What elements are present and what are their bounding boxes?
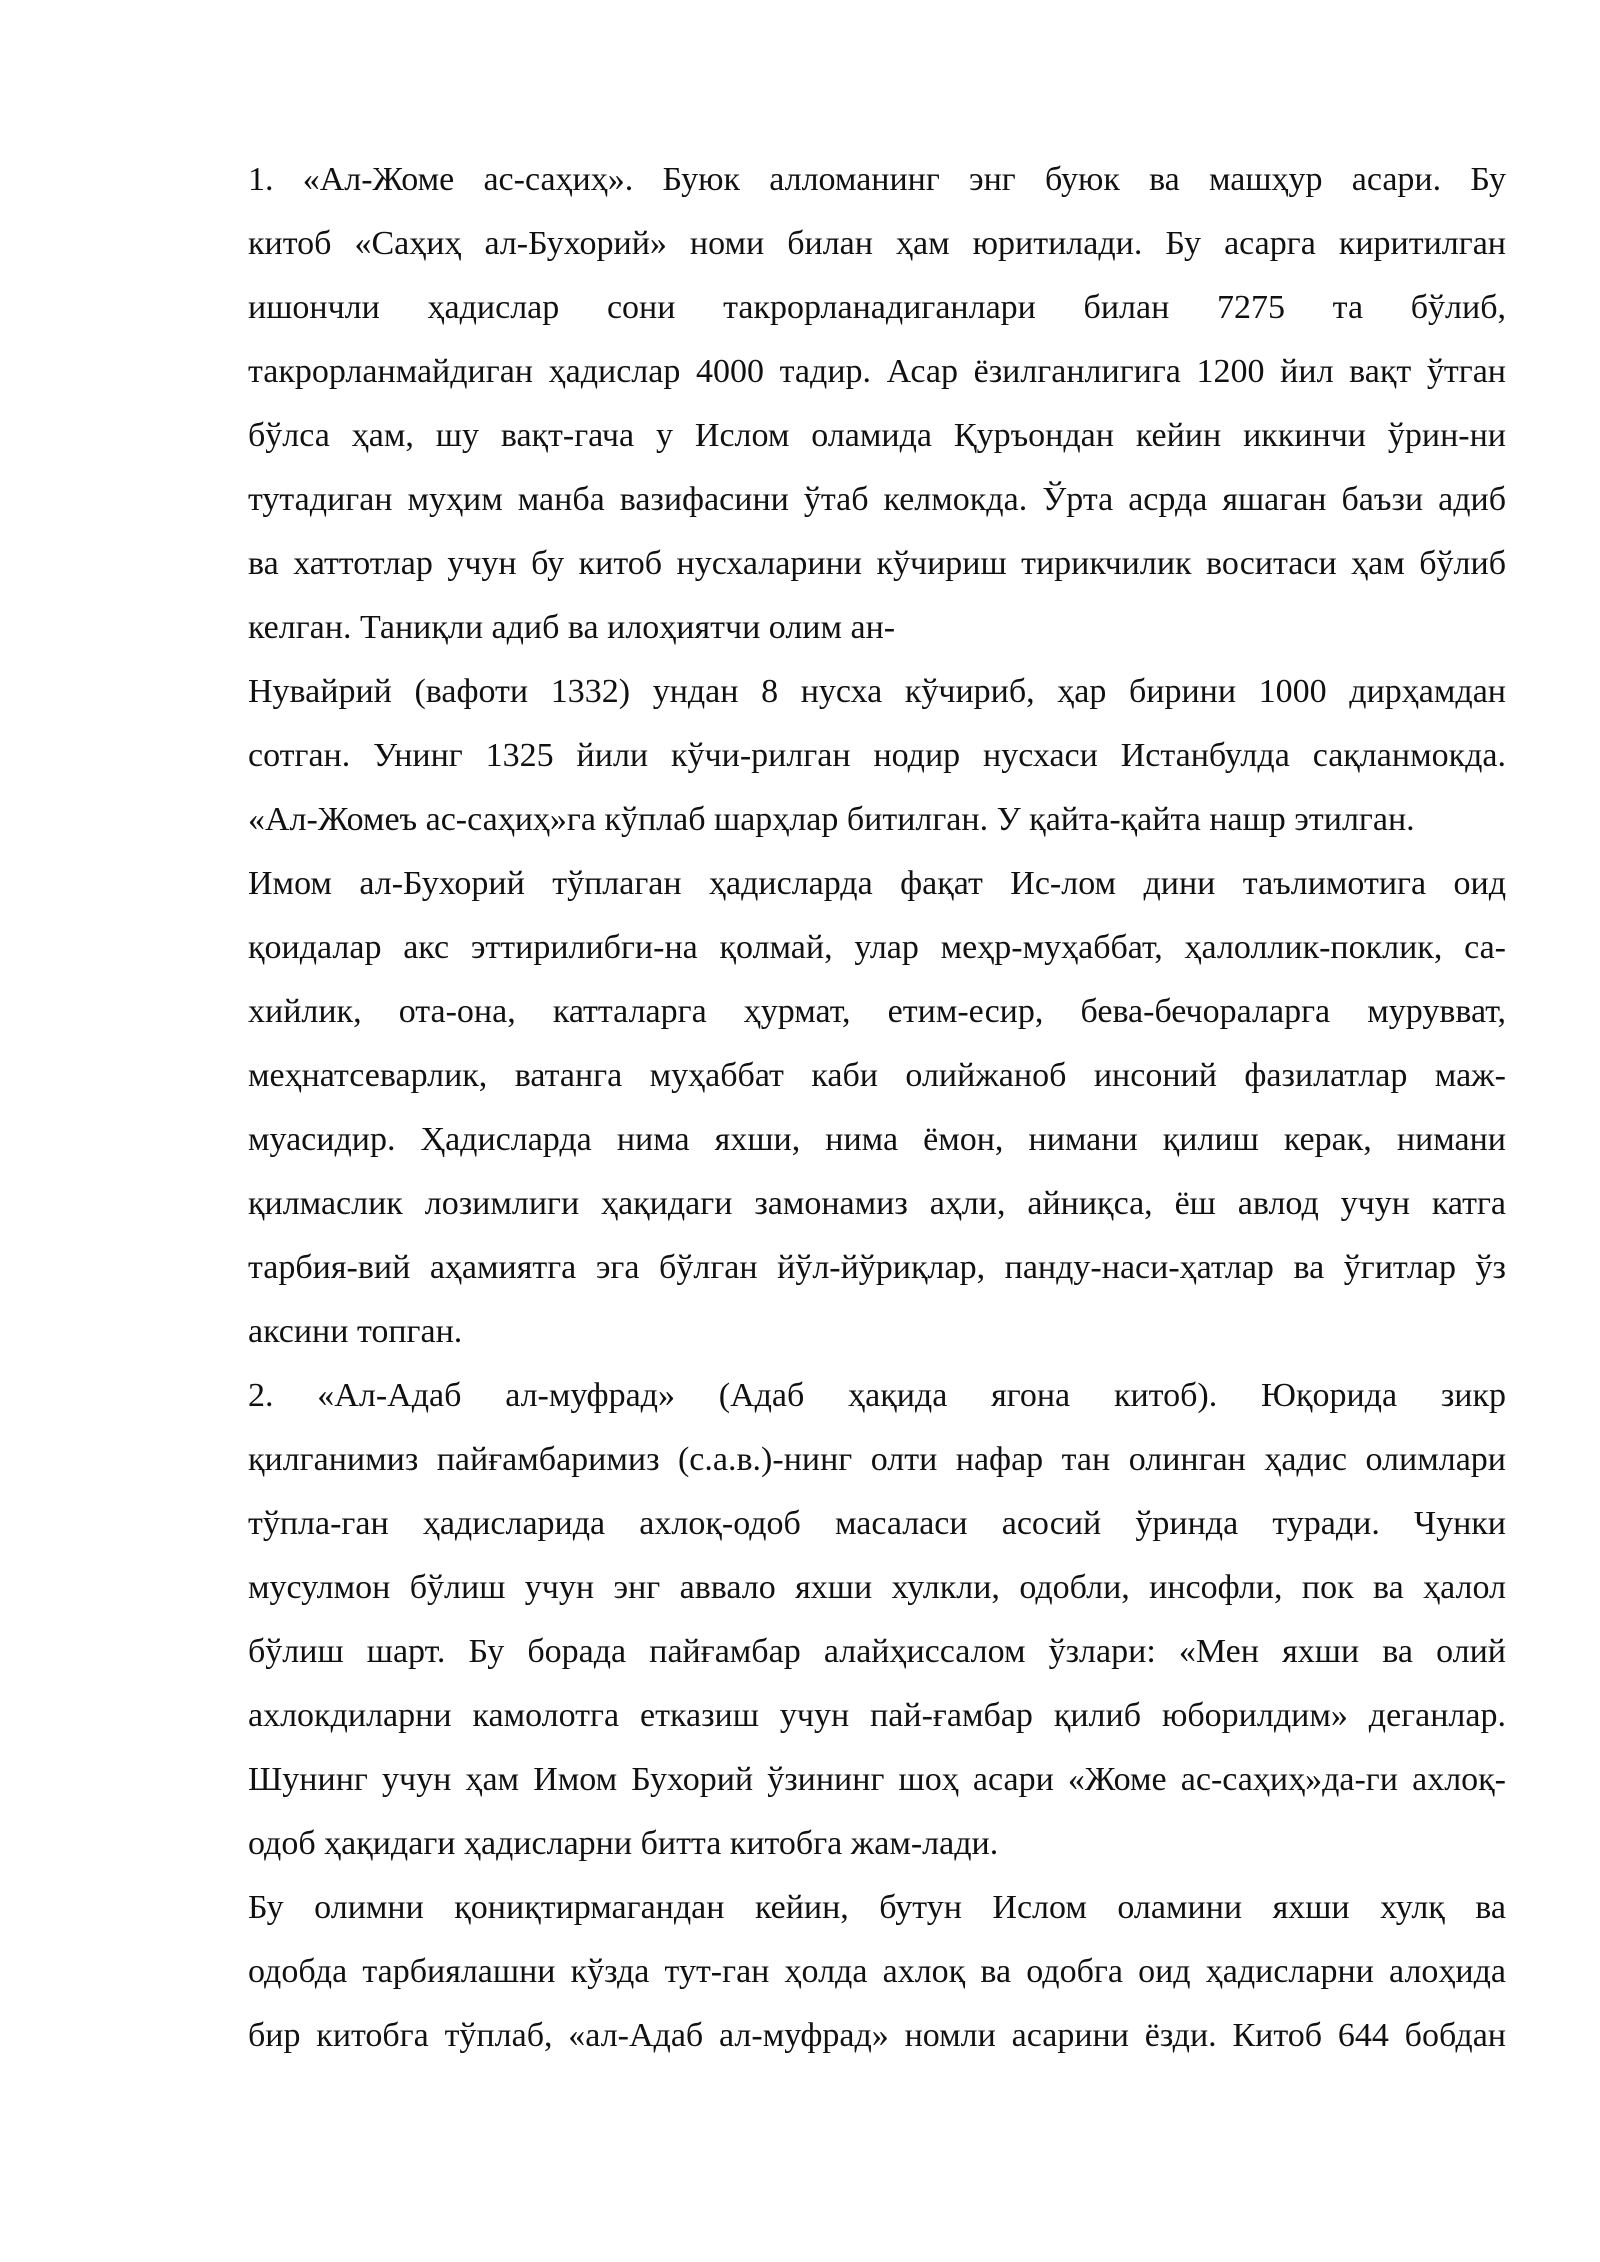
text-line: «Ал-Жомеъ ас-саҳиҳ»га кўплаб шарҳлар битилган. У қайта-қайта нашр этилган. [248, 801, 1415, 838]
text-line: тўпла-ган ҳадисларида ахлоқ-одоб масаласи асосий ўринда туради. Чунки [248, 1505, 1506, 1542]
text-line: сотган. Унинг 1325 йили кўчи-рилган нодир нусхаси Истанбулда сақланмокда. [248, 737, 1506, 774]
text-line: ахлокдиларни камолотга етказиш учун пай-ғамбар қилиб юборилдим» деганлар. [248, 1697, 1506, 1734]
text-line: меҳнатсеварлик, ватанга муҳаббат каби олийжаноб инсоний фазилатлар маж- [248, 1057, 1506, 1094]
paragraph [152, 1876, 1506, 2068]
text-line: муасидир. Ҳадисларда нима яхши, нима ёмон, нимани қилиш керак, нимани [248, 1121, 1506, 1158]
text-line: ва хаттотлар учун бу китоб нусхаларини кўчириш тирикчилик воситаси ҳам бўлиб [248, 545, 1506, 582]
text-line: Нувайрий (вафоти 1332) ундан 8 нусха кўчириб, ҳар бирини 1000 дирҳамдан [248, 673, 1506, 710]
document-body [152, 148, 1506, 2068]
text-line: тутадиган муҳим манба вазифасини ўтаб келмокда. Ўрта асрда яшаган баъзи адиб [248, 481, 1506, 518]
text-line: Бу олимни қониқтирмагандан кейин, бутун Ислом оламини яхши хулқ ва [248, 1889, 1506, 1926]
text-line: бўлиш шарт. Бу борада пайғамбар алайҳиссалом ўзлари: «Мен яхши ва олий [248, 1633, 1506, 1670]
text-line: бир китобга тўплаб, «ал-Адаб ал-муфрад» номли асарини ёзди. Китоб 644 бобдан [248, 2017, 1506, 2054]
text-line: қоидалар акс эттирилибги-на қолмай, улар меҳр-муҳаббат, ҳалоллик-поклик, са- [248, 929, 1506, 966]
text-line: тарбия-вий аҳамиятга эга бўлган йўл-йўриқлар, панду-наси-ҳатлар ва ўгитлар ўз [248, 1249, 1506, 1286]
text-line: аксини топган. [248, 1313, 463, 1350]
text-line: қилмаслик лозимлиги ҳақидаги замонамиз аҳли, айниқса, ёш авлод учун катга [248, 1185, 1506, 1222]
text-line: одобда тарбиялашни кўзда тут-ган ҳолда ахлоқ ва одобга оид ҳадисларни алоҳида [248, 1953, 1506, 1990]
text-line: ишончли ҳадислар сони такрорланадиганлари билан 7275 та бўлиб, [248, 289, 1506, 326]
text-line: хийлик, ота-она, катталарга ҳурмат, етим-есир, бева-бечораларга мурувват, [248, 993, 1506, 1030]
text-line: Шунинг учун ҳам Имом Бухорий ўзининг шоҳ асари «Жоме ас-саҳиҳ»да-ги ахлоқ- [248, 1761, 1506, 1798]
paragraph [152, 660, 1506, 852]
text-line: Имом ал-Бухорий тўплаган ҳадисларда фақат Ис-лом дини таълимотига оид [248, 865, 1506, 902]
text-line: такрорланмайдиган ҳадислар 4000 тадир. Асар ёзилганлигига 1200 йил вақт ўтган [248, 353, 1506, 390]
text-line: 2. «Ал-Адаб ал-муфрад» (Адаб ҳақида ягона китоб). Юқорида зикр [248, 1377, 1506, 1414]
text-line: келган. Таниқли адиб ва илоҳиятчи олим ан- [248, 609, 896, 646]
paragraph [152, 148, 1506, 660]
text-line: одоб ҳақидаги ҳадисларни битта китобга жам-лади. [248, 1825, 999, 1862]
paragraph [152, 852, 1506, 1364]
text-line: 1. «Ал-Жоме ас-саҳиҳ». Буюк алломанинг энг буюк ва машҳур асари. Бу [248, 161, 1506, 198]
text-line: бўлса ҳам, шу вақт-гача у Ислом оламида Қуръондан кейин иккинчи ўрин-ни [248, 417, 1506, 454]
text-line: мусулмон бўлиш учун энг аввало яхши хулкли, одобли, инсофли, пок ва ҳалол [248, 1569, 1506, 1606]
text-line: китоб «Саҳиҳ ал-Бухорий» номи билан ҳам юритилади. Бу асарга киритилган [248, 225, 1506, 262]
paragraph [152, 1364, 1506, 1876]
text-line: қилганимиз пайғамбаримиз (с.а.в.)-нинг олти нафар тан олинган ҳадис олимлари [248, 1441, 1506, 1478]
